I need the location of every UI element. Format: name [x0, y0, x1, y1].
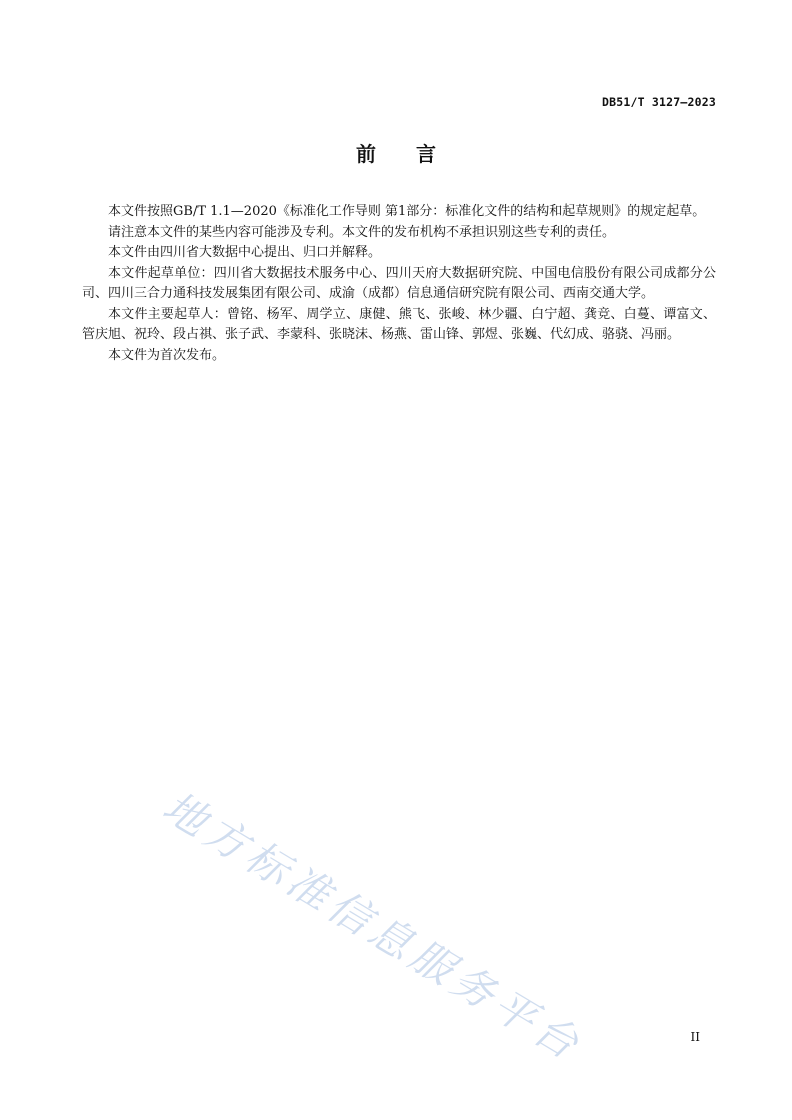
paragraph-drafters: 本文件主要起草人：曾铭、杨军、周学立、康健、熊飞、张峻、林少疆、白宁超、龚竞、白蔓、谭富文、管庆旭、祝玲、段占祺、张子武、李蒙科、张晓沫、杨燕、雷山锋、郭煜、张巍、代幻成、骆骁、冯丽。 [82, 306, 716, 342]
paragraph-first-release: 本文件为首次发布。 [108, 347, 226, 363]
watermark-text: 地方标准信息服务平台 [154, 781, 592, 1072]
paragraph-drafting-rules: 本文件按照GB/T 1.1—2020《标准化工作导则 第1部分：标准化文件的结构和起草规则》的规定起草。 [108, 204, 706, 219]
document-code: DB51/T 3127—2023 [602, 95, 716, 109]
paragraph-drafting-units: 本文件起草单位：四川省大数据技术服务中心、四川天府大数据研究院、中国电信股份有限公司成都分公司、四川三合力通科技发展集团有限公司、成渝（成都）信息通信研究院有限公司、西南交通大学。 [82, 265, 716, 301]
paragraph-proposer: 本文件由四川省大数据中心提出、归口并解释。 [108, 245, 382, 260]
paragraph-patent-notice: 请注意本文件的某些内容可能涉及专利。本文件的发布机构不承担识别这些专利的责任。 [108, 224, 616, 240]
page-title: 前言 [356, 142, 476, 166]
page-number: II [690, 1030, 700, 1044]
body-text [82, 202, 716, 366]
